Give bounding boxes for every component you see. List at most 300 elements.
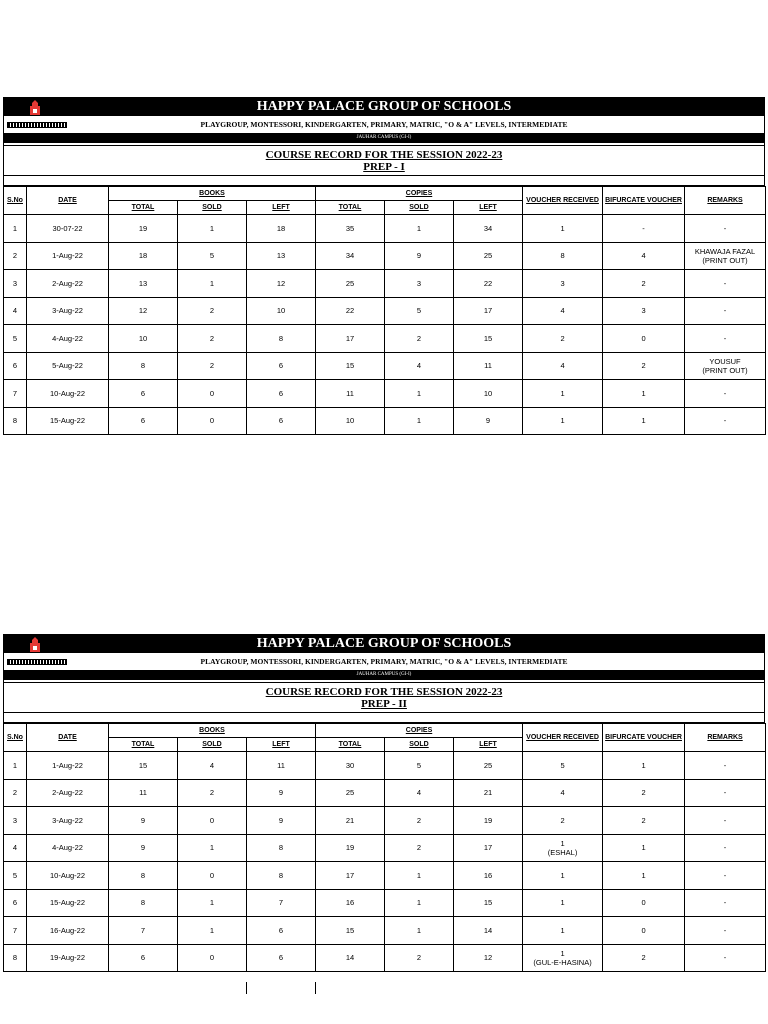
cell-bifurcate-voucher <box>603 270 685 298</box>
col-header-date: DATE <box>27 724 109 752</box>
cell-bifurcate-voucher <box>603 917 685 945</box>
cell-books-total <box>109 325 178 353</box>
cell-books-left <box>247 380 316 408</box>
cell-books-sold <box>178 917 247 945</box>
col-header-books-left: LEFT <box>247 201 316 215</box>
cell-voucher-received <box>523 270 603 298</box>
cell-copies-sold-value: 9 <box>416 251 422 261</box>
cell-voucher-received <box>523 352 603 380</box>
cell-books-total-value: 9 <box>140 815 146 825</box>
school-name: HAPPY PALACE GROUP OF SCHOOLS <box>256 636 512 651</box>
cell-books-total-value: 8 <box>140 870 146 880</box>
cell-remarks <box>685 407 766 435</box>
cell-copies-left <box>454 407 523 435</box>
cell-books-total-value: 6 <box>140 388 146 398</box>
cell-copies-sold <box>385 917 454 945</box>
cell-books-sold-value: 0 <box>209 388 215 398</box>
cell-copies-left <box>454 944 523 972</box>
cell-sno <box>4 889 27 917</box>
blank-row <box>3 176 765 186</box>
cell-copies-total-value: 30 <box>345 760 355 770</box>
cell-date-value: 3-Aug-22 <box>52 815 83 825</box>
cell-books-sold <box>178 297 247 325</box>
cell-copies-total-value: 14 <box>345 953 355 963</box>
cell-books-left-value: 18 <box>276 223 286 233</box>
cell-remarks <box>685 380 766 408</box>
cell-voucher-received <box>523 752 603 780</box>
school-wordmark-strip <box>7 659 67 665</box>
cell-remarks-value: - <box>723 306 727 316</box>
cell-copies-sold-value: 5 <box>416 306 422 316</box>
cell-books-total <box>109 380 178 408</box>
cell-copies-left <box>454 752 523 780</box>
table-row <box>4 242 766 270</box>
cell-date-value: 4-Aug-22 <box>52 333 83 343</box>
cell-books-sold <box>178 215 247 243</box>
cell-voucher-received <box>523 807 603 835</box>
col-header-books-left: LEFT <box>247 738 316 752</box>
table-row <box>4 917 766 945</box>
cell-books-sold <box>178 862 247 890</box>
cell-copies-sold <box>385 807 454 835</box>
cell-date-value: 10-Aug-22 <box>49 870 86 880</box>
cell-books-left <box>247 834 316 862</box>
cell-remarks-value: - <box>723 870 727 880</box>
cell-sno <box>4 242 27 270</box>
cell-date <box>27 779 109 807</box>
cell-date <box>27 834 109 862</box>
record-class: PREP - I <box>363 161 405 173</box>
cell-remarks <box>685 944 766 972</box>
cell-copies-total-value: 25 <box>345 788 355 798</box>
cell-books-left <box>247 752 316 780</box>
school-header-bar <box>3 97 765 116</box>
cell-sno-value: 7 <box>12 388 18 398</box>
cell-copies-left-value: 21 <box>483 788 493 798</box>
cell-books-total-value: 18 <box>138 251 148 261</box>
col-header-copies-total: TOTAL <box>316 201 385 215</box>
cell-sno <box>4 325 27 353</box>
cell-books-left <box>247 917 316 945</box>
cell-books-sold <box>178 242 247 270</box>
cell-bifurcate-voucher-value: 2 <box>641 788 646 798</box>
cell-date <box>27 889 109 917</box>
cell-sno-value: 5 <box>12 333 18 343</box>
table-row <box>4 862 766 890</box>
campus-name: JAUHAR CAMPUS (GI-I) <box>356 135 412 140</box>
cell-copies-left <box>454 917 523 945</box>
cell-books-total <box>109 215 178 243</box>
cell-date <box>27 944 109 972</box>
cell-copies-total-value: 34 <box>345 251 355 261</box>
cell-voucher-received <box>523 215 603 243</box>
cell-copies-total <box>316 834 385 862</box>
cell-books-total-value: 8 <box>140 361 146 371</box>
cell-bifurcate-voucher-value: 0 <box>641 898 646 908</box>
cell-copies-total <box>316 325 385 353</box>
cell-remarks-note: (PRINT OUT) <box>702 365 748 375</box>
cell-sno-value: 6 <box>12 361 18 371</box>
table-row <box>4 297 766 325</box>
cell-copies-left-value: 9 <box>485 416 491 426</box>
cell-voucher-received <box>523 779 603 807</box>
cell-copies-total-value: 22 <box>345 306 355 316</box>
cell-copies-total-value: 11 <box>346 388 354 398</box>
cell-remarks <box>685 889 766 917</box>
cell-voucher-received <box>523 380 603 408</box>
cell-bifurcate-voucher <box>603 834 685 862</box>
record-class: PREP - II <box>361 698 407 710</box>
cell-sno <box>4 352 27 380</box>
cell-copies-sold-value: 1 <box>416 223 422 233</box>
cell-voucher-received-value: 1 <box>560 838 565 848</box>
cell-copies-left <box>454 862 523 890</box>
campus-bar <box>3 670 765 680</box>
cell-books-total-value: 13 <box>138 278 148 288</box>
cell-copies-total-value: 15 <box>345 925 355 935</box>
cell-bifurcate-voucher <box>603 752 685 780</box>
cell-remarks-value: - <box>723 788 727 798</box>
cell-remarks <box>685 917 766 945</box>
cell-books-total-value: 15 <box>138 760 148 770</box>
cell-books-sold-value: 1 <box>209 925 215 935</box>
cell-date <box>27 270 109 298</box>
cell-sno <box>4 807 27 835</box>
cell-books-total-value: 12 <box>138 306 148 316</box>
cell-copies-sold-value: 3 <box>416 278 422 288</box>
cell-books-left-value: 11 <box>277 760 285 770</box>
programs-row <box>3 653 765 670</box>
cell-books-sold-value: 4 <box>209 760 215 770</box>
course-record-table <box>3 186 766 435</box>
cell-bifurcate-voucher <box>603 807 685 835</box>
col-header-bifurcate-voucher: BIFURCATE VOUCHER <box>603 724 685 752</box>
cell-books-left-value: 6 <box>278 953 284 963</box>
cell-books-total-value: 8 <box>140 898 146 908</box>
cell-bifurcate-voucher-value: 4 <box>641 251 646 261</box>
cell-sno <box>4 834 27 862</box>
cell-copies-left-value: 15 <box>483 898 493 908</box>
cell-copies-total <box>316 889 385 917</box>
cell-voucher-received-value: 5 <box>560 760 565 770</box>
cell-voucher-received-value: 1 <box>560 870 565 880</box>
col-group-books: BOOKS <box>109 187 316 201</box>
cell-sno <box>4 297 27 325</box>
course-record-sheet-prep-2 <box>3 634 765 972</box>
cell-books-sold-value: 0 <box>209 870 215 880</box>
cell-copies-total <box>316 242 385 270</box>
cell-books-left <box>247 270 316 298</box>
cell-books-left <box>247 862 316 890</box>
cell-copies-left-value: 12 <box>483 953 493 963</box>
cell-sno-value: 3 <box>12 815 18 825</box>
cell-books-left-value: 6 <box>278 388 284 398</box>
cell-remarks <box>685 779 766 807</box>
cell-bifurcate-voucher-value: 2 <box>641 953 646 963</box>
cell-books-total-value: 7 <box>140 925 146 935</box>
cell-date-value: 1-Aug-22 <box>52 251 83 261</box>
cell-sno <box>4 917 27 945</box>
cell-books-left-value: 6 <box>278 925 284 935</box>
cell-books-sold-value: 2 <box>209 788 215 798</box>
cell-copies-left-value: 19 <box>483 815 493 825</box>
cell-date-value: 3-Aug-22 <box>52 306 83 316</box>
cell-date-value: 15-Aug-22 <box>49 898 86 908</box>
cell-bifurcate-voucher <box>603 889 685 917</box>
cell-books-total-value: 10 <box>138 333 148 343</box>
cell-date <box>27 297 109 325</box>
cell-date-value: 15-Aug-22 <box>49 416 86 426</box>
stray-gridline <box>315 982 316 994</box>
col-header-sno: S.No <box>4 724 27 752</box>
school-header-bar <box>3 634 765 653</box>
cell-books-left-value: 9 <box>278 815 284 825</box>
table-row <box>4 889 766 917</box>
table-row <box>4 944 766 972</box>
cell-books-left <box>247 297 316 325</box>
cell-remarks <box>685 242 766 270</box>
cell-copies-left <box>454 215 523 243</box>
cell-bifurcate-voucher-value: 1 <box>641 388 646 398</box>
cell-remarks <box>685 215 766 243</box>
cell-remarks-value: - <box>723 898 727 908</box>
cell-sno-value: 2 <box>12 788 18 798</box>
cell-copies-sold-value: 1 <box>416 416 422 426</box>
cell-books-left <box>247 325 316 353</box>
school-name: HAPPY PALACE GROUP OF SCHOOLS <box>256 99 512 114</box>
cell-voucher-received-value: 1 <box>560 898 565 908</box>
cell-bifurcate-voucher <box>603 407 685 435</box>
cell-copies-left-value: 17 <box>483 843 493 853</box>
cell-remarks <box>685 862 766 890</box>
cell-voucher-received-note: (GUL-E-HASINA) <box>533 957 592 967</box>
cell-copies-sold <box>385 242 454 270</box>
col-header-bifurcate-voucher: BIFURCATE VOUCHER <box>603 187 685 215</box>
cell-copies-sold <box>385 834 454 862</box>
cell-books-sold <box>178 889 247 917</box>
cell-books-total <box>109 889 178 917</box>
col-header-remarks: REMARKS <box>685 187 766 215</box>
cell-books-left <box>247 944 316 972</box>
cell-books-left <box>247 889 316 917</box>
cell-books-left-value: 12 <box>276 278 286 288</box>
cell-voucher-received-value: 1 <box>560 388 565 398</box>
cell-remarks <box>685 270 766 298</box>
cell-books-left-value: 13 <box>276 251 286 261</box>
col-header-remarks: REMARKS <box>685 724 766 752</box>
cell-bifurcate-voucher-value: 1 <box>641 416 646 426</box>
cell-sno <box>4 380 27 408</box>
cell-date <box>27 407 109 435</box>
cell-copies-left-value: 22 <box>483 278 493 288</box>
cell-remarks <box>685 325 766 353</box>
cell-copies-sold-value: 1 <box>416 898 422 908</box>
cell-sno <box>4 270 27 298</box>
cell-remarks-value: YOUSUF <box>709 356 741 366</box>
cell-sno-value: 7 <box>12 925 18 935</box>
table-row <box>4 352 766 380</box>
cell-bifurcate-voucher-value: 2 <box>641 278 646 288</box>
cell-remarks-value: - <box>723 815 727 825</box>
cell-sno-value: 5 <box>12 870 18 880</box>
cell-books-left-value: 10 <box>276 306 286 316</box>
cell-bifurcate-voucher <box>603 944 685 972</box>
cell-sno-value: 1 <box>12 223 18 233</box>
table-row <box>4 380 766 408</box>
cell-date <box>27 917 109 945</box>
cell-bifurcate-voucher-value: 2 <box>641 361 646 371</box>
cell-copies-sold <box>385 325 454 353</box>
cell-books-sold <box>178 752 247 780</box>
col-header-copies-total: TOTAL <box>316 738 385 752</box>
cell-books-total-value: 6 <box>140 953 146 963</box>
cell-copies-sold <box>385 380 454 408</box>
cell-copies-sold-value: 5 <box>416 760 422 770</box>
cell-books-left-value: 6 <box>278 361 284 371</box>
cell-books-left-value: 8 <box>278 333 284 343</box>
cell-voucher-received-value: 1 <box>560 948 565 958</box>
col-header-books-sold: SOLD <box>178 738 247 752</box>
cell-books-sold <box>178 779 247 807</box>
cell-copies-total <box>316 944 385 972</box>
cell-remarks-value: - <box>723 278 727 288</box>
table-row <box>4 215 766 243</box>
cell-copies-left <box>454 834 523 862</box>
cell-bifurcate-voucher-value: 3 <box>641 306 646 316</box>
cell-copies-sold <box>385 862 454 890</box>
cell-books-sold-value: 2 <box>209 333 215 343</box>
table-row <box>4 325 766 353</box>
col-header-books-sold: SOLD <box>178 201 247 215</box>
col-header-voucher-received: VOUCHER RECEIVED <box>523 187 603 215</box>
cell-bifurcate-voucher <box>603 380 685 408</box>
cell-date-value: 2-Aug-22 <box>52 788 83 798</box>
cell-books-total-value: 11 <box>139 788 147 798</box>
cell-voucher-received <box>523 297 603 325</box>
cell-sno-value: 3 <box>12 278 18 288</box>
cell-books-sold-value: 5 <box>209 251 215 261</box>
record-title-box <box>3 145 765 176</box>
cell-voucher-received-value: 1 <box>560 416 565 426</box>
cell-remarks-value: - <box>723 223 727 233</box>
cell-copies-sold <box>385 352 454 380</box>
cell-sno-value: 1 <box>12 760 18 770</box>
cell-books-total <box>109 752 178 780</box>
cell-copies-left <box>454 889 523 917</box>
cell-remarks <box>685 834 766 862</box>
cell-copies-total-value: 16 <box>345 898 355 908</box>
table-row <box>4 752 766 780</box>
cell-bifurcate-voucher-value: - <box>642 223 645 233</box>
cell-copies-sold <box>385 297 454 325</box>
cell-books-sold-value: 0 <box>209 815 215 825</box>
cell-remarks-value: - <box>723 843 727 853</box>
cell-bifurcate-voucher <box>603 215 685 243</box>
cell-date <box>27 862 109 890</box>
cell-sno-value: 2 <box>12 251 18 261</box>
cell-bifurcate-voucher-value: 1 <box>641 843 646 853</box>
cell-books-sold-value: 2 <box>209 361 215 371</box>
cell-bifurcate-voucher <box>603 242 685 270</box>
table-row <box>4 807 766 835</box>
school-crest-icon <box>29 637 41 652</box>
cell-books-sold <box>178 380 247 408</box>
record-title: COURSE RECORD FOR THE SESSION 2022-23 <box>265 149 503 161</box>
record-title: COURSE RECORD FOR THE SESSION 2022-23 <box>265 686 503 698</box>
cell-copies-sold <box>385 752 454 780</box>
cell-books-total <box>109 270 178 298</box>
cell-date-value: 5-Aug-22 <box>52 361 83 371</box>
cell-date <box>27 380 109 408</box>
cell-books-sold-value: 0 <box>209 953 215 963</box>
cell-books-sold <box>178 407 247 435</box>
cell-books-left-value: 9 <box>278 788 284 798</box>
col-header-copies-left: LEFT <box>454 738 523 752</box>
cell-date <box>27 752 109 780</box>
cell-books-sold-value: 1 <box>209 843 215 853</box>
programs-text: PLAYGROUP, MONTESSORI, KINDERGARTEN, PRIMARY, MATRIC, "O & A" LEVELS, INTERMEDIATE <box>200 657 568 666</box>
cell-copies-sold <box>385 407 454 435</box>
col-header-sno: S.No <box>4 187 27 215</box>
cell-books-sold-value: 1 <box>209 223 215 233</box>
cell-books-left <box>247 779 316 807</box>
cell-bifurcate-voucher <box>603 779 685 807</box>
cell-bifurcate-voucher-value: 2 <box>641 815 646 825</box>
programs-text: PLAYGROUP, MONTESSORI, KINDERGARTEN, PRIMARY, MATRIC, "O & A" LEVELS, INTERMEDIATE <box>200 120 568 129</box>
cell-copies-left <box>454 807 523 835</box>
cell-copies-total <box>316 215 385 243</box>
table-row <box>4 834 766 862</box>
cell-voucher-received <box>523 944 603 972</box>
cell-remarks <box>685 352 766 380</box>
cell-voucher-received-note: (ESHAL) <box>547 847 578 857</box>
col-header-books-total: TOTAL <box>109 201 178 215</box>
cell-copies-total-value: 15 <box>345 361 355 371</box>
cell-bifurcate-voucher <box>603 297 685 325</box>
cell-voucher-received <box>523 407 603 435</box>
course-record-sheet-prep-1 <box>3 97 765 435</box>
cell-copies-total <box>316 352 385 380</box>
cell-copies-total-value: 17 <box>345 333 355 343</box>
cell-bifurcate-voucher <box>603 352 685 380</box>
cell-copies-sold-value: 1 <box>416 925 422 935</box>
cell-copies-total-value: 35 <box>345 223 355 233</box>
cell-voucher-received-value: 2 <box>560 815 565 825</box>
table-row <box>4 270 766 298</box>
stray-gridline <box>246 982 247 994</box>
course-record-table <box>3 723 766 972</box>
cell-copies-left-value: 17 <box>483 306 493 316</box>
cell-books-total <box>109 917 178 945</box>
cell-remarks-value: KHAWAJA FAZAL <box>694 246 756 256</box>
cell-books-left <box>247 352 316 380</box>
cell-books-total-value: 9 <box>140 843 146 853</box>
cell-copies-total <box>316 270 385 298</box>
record-title-box <box>3 682 765 713</box>
cell-voucher-received <box>523 917 603 945</box>
cell-voucher-received-value: 8 <box>560 251 565 261</box>
cell-remarks <box>685 297 766 325</box>
cell-books-total <box>109 862 178 890</box>
cell-books-total <box>109 242 178 270</box>
cell-books-left <box>247 215 316 243</box>
cell-copies-total <box>316 807 385 835</box>
cell-books-sold <box>178 270 247 298</box>
cell-bifurcate-voucher-value: 1 <box>641 870 646 880</box>
cell-date-value: 16-Aug-22 <box>49 925 86 935</box>
cell-copies-sold <box>385 889 454 917</box>
cell-remarks-value: - <box>723 333 727 343</box>
